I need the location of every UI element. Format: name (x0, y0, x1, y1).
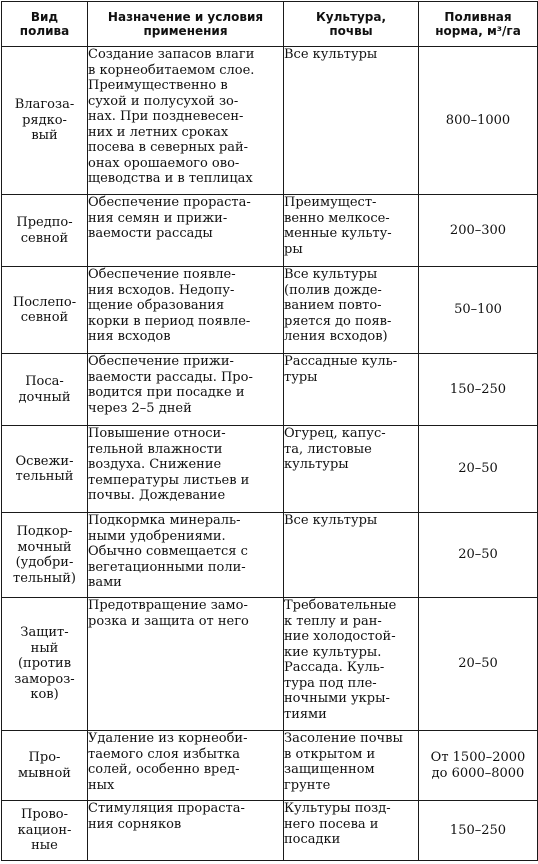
cell-purpose: Предотвращение замо- розка и защита от него (88, 598, 284, 731)
header-row (2, 2, 538, 47)
cell-irrigation-type: Про- мывной (2, 731, 88, 801)
cell-purpose: Обеспечение появле- ния всходов. Недопу- щение образования корки в период появле- ния всходов (88, 267, 284, 354)
cell-norm: 50–100 (419, 267, 538, 354)
cell-purpose: Обеспечение прижи- ваемости рассады. Про- водится при посадке и через 2–5 дней (88, 354, 284, 426)
cell-irrigation-type: Прово- кацион- ные (2, 801, 88, 861)
table-row (2, 426, 538, 513)
cell-crops: Все культуры (полив дожде- ванием повто- ряется до появ- ления всходов) (284, 267, 419, 354)
cell-irrigation-type: Влагоза- рядко- вый (2, 47, 88, 195)
table-row (2, 354, 538, 426)
cell-purpose: Удаление из корнеоби- таемого слоя избытка солей, особенно вред- ных (88, 731, 284, 801)
cell-norm: От 1500–2000 до 6000–8000 (419, 731, 538, 801)
cell-purpose: Подкормка минераль- ными удобрениями. Обычно совмещается с вегетационными поли- вами (88, 513, 284, 598)
table-row (2, 598, 538, 731)
table-row (2, 195, 538, 267)
cell-crops: Огурец, капус- та, листовые культуры (284, 426, 419, 513)
cell-purpose: Обеспечение прораста- ния семян и прижи- ваемости рассады (88, 195, 284, 267)
table-row (2, 513, 538, 598)
cell-norm: 800–1000 (419, 47, 538, 195)
cell-crops: Засоление почвы в открытом и защищенном грунте (284, 731, 419, 801)
cell-norm: 150–250 (419, 354, 538, 426)
header-purpose-conditions: Назначение и условия применения (88, 2, 284, 47)
cell-crops: Преимущест- венно мелкосе- менные культу- ры (284, 195, 419, 267)
table-header (2, 2, 538, 47)
header-irrigation-norm: Поливная норма, м³/га (419, 2, 538, 47)
cell-irrigation-type: Поса- дочный (2, 354, 88, 426)
cell-purpose: Стимуляция прораста- ния сорняков (88, 801, 284, 861)
table-row (2, 731, 538, 801)
irrigation-types-table (1, 1, 538, 861)
cell-crops: Требовательные к теплу и ран- ние холодостой- кие культуры. Рассада. Куль- тура под пле- ночными укры- тиями (284, 598, 419, 731)
cell-crops: Культуры позд- него посева и посадки (284, 801, 419, 861)
cell-purpose: Повышение относи- тельной влажности воздуха. Снижение температуры листьев и почвы. Дождевание (88, 426, 284, 513)
cell-norm: 20–50 (419, 426, 538, 513)
cell-crops: Все культуры (284, 47, 419, 195)
table-row (2, 267, 538, 354)
header-crops-soils: Культура, почвы (284, 2, 419, 47)
cell-irrigation-type: Послепо- севной (2, 267, 88, 354)
table-row (2, 801, 538, 861)
cell-norm: 20–50 (419, 598, 538, 731)
cell-norm: 200–300 (419, 195, 538, 267)
cell-crops: Все культуры (284, 513, 419, 598)
cell-crops: Рассадные куль- туры (284, 354, 419, 426)
cell-purpose: Создание запасов влаги в корнеобитаемом слое. Преимущественно в сухой и полусухой зо- нах. При поздневесен- них и летних сроках посева в северных рай- онах орошаемого ово- щеводства и в теплицах (88, 47, 284, 195)
cell-norm: 150–250 (419, 801, 538, 861)
cell-irrigation-type: Предпо- севной (2, 195, 88, 267)
cell-norm: 20–50 (419, 513, 538, 598)
cell-irrigation-type: Подкор- мочный (удобри- тельный) (2, 513, 88, 598)
cell-irrigation-type: Освежи- тельный (2, 426, 88, 513)
table-row (2, 47, 538, 195)
header-irrigation-type: Вид полива (2, 2, 88, 47)
cell-irrigation-type: Защит- ный (против замороз- ков) (2, 598, 88, 731)
table-body (2, 47, 538, 861)
